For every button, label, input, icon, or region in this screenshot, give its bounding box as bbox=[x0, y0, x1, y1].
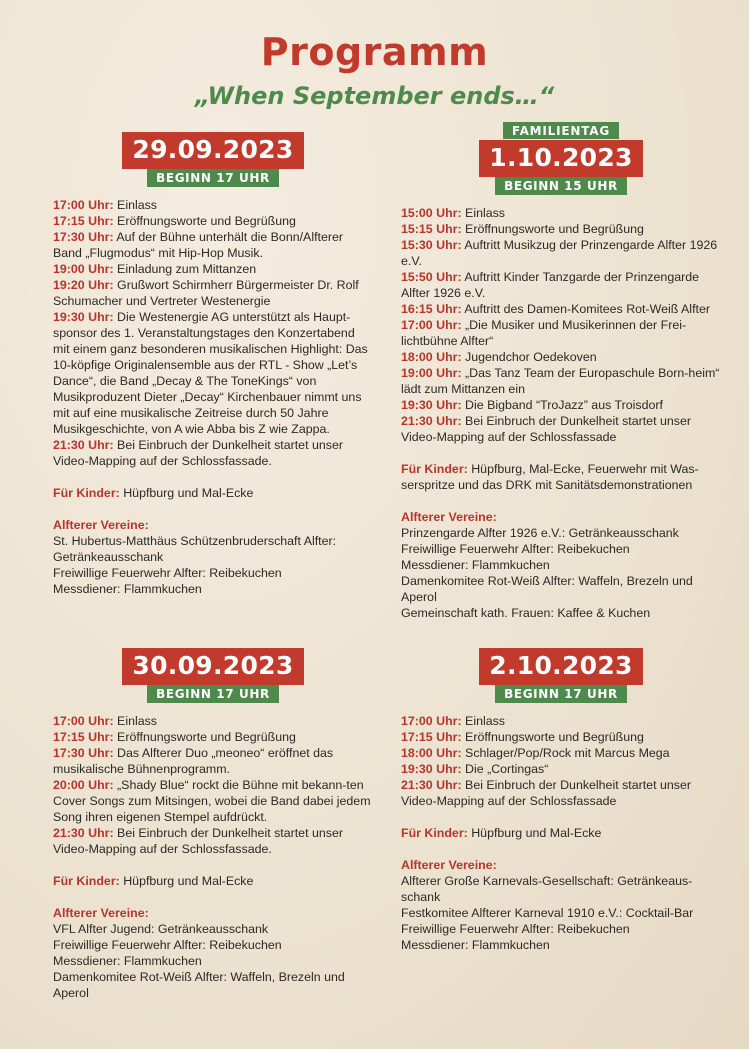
entry-text: Grußwort Schirmherr Bürgermeister Dr. Rolf Schumacher und Vertreter Westenergie bbox=[53, 278, 359, 308]
entry-text: Einlass bbox=[113, 714, 157, 728]
program-entry bbox=[401, 365, 721, 397]
begin-badge: BEGINN 17 UHR bbox=[147, 169, 279, 187]
clubs-label: Alfterer Vereine: bbox=[53, 906, 149, 920]
club-item: Festkomitee Alfterer Karneval 1910 e.V.: Cocktail-Bar bbox=[401, 906, 694, 920]
club-item: Freiwillige Feuerwehr Alfter: Reibekuchen bbox=[401, 542, 630, 556]
program-entry bbox=[401, 729, 721, 745]
entry-time: 15:15 Uhr: bbox=[401, 222, 462, 236]
entry-text: Bei Einbruch der Dunkelheit startet unser Video-Mapping auf der Schlossfassade bbox=[401, 414, 691, 444]
kids-text: Hüpfburg, Mal-Ecke, Feuerwehr mit Was-serspritze und das DRK mit Sanitätsdemonstrationen bbox=[401, 462, 699, 492]
program-entry bbox=[53, 261, 373, 277]
entry-time: 19:30 Uhr: bbox=[401, 762, 462, 776]
entry-time: 21:30 Uhr: bbox=[53, 438, 114, 452]
entry-text: Auf der Bühne unterhält die Bonn/Alfterer Band „Flugmodus“ mit Hip-Hop Musik. bbox=[53, 230, 343, 260]
entry-time: 17:00 Uhr: bbox=[53, 198, 114, 212]
entry-text: Die „Cortingas“ bbox=[461, 762, 549, 776]
club-item: Damenkomitee Rot-Weiß Alfter: Waffeln, Brezeln und Aperol bbox=[401, 574, 693, 604]
entry-time: 17:15 Uhr: bbox=[401, 730, 462, 744]
club-item: Freiwillige Feuerwehr Alfter: Reibekuchen bbox=[53, 938, 282, 952]
entry-time: 17:00 Uhr: bbox=[401, 714, 462, 728]
entry-text: Das Alfterer Duo „meoneo“ eröffnet das musikalische Bühnenprogramm. bbox=[53, 746, 334, 776]
program-entry bbox=[53, 745, 373, 777]
entry-text: Eröffnungsworte und Begrüßung bbox=[461, 222, 644, 236]
entry-text: „Shady Blue“ rockt die Bühne mit bekann-ten Cover Songs zum Mitsingen, wobei die Band dabei jedem Song ihren eigenen Stempel aufdrückt. bbox=[53, 778, 371, 824]
date-badge: 29.09.2023 bbox=[122, 132, 303, 169]
entry-text: Einlass bbox=[461, 714, 505, 728]
kids-info bbox=[401, 461, 721, 493]
entry-text: Bei Einbruch der Dunkelheit startet unser Video-Mapping auf der Schlossfassade. bbox=[53, 826, 343, 856]
entry-time: 16:15 Uhr: bbox=[401, 302, 462, 316]
clubs-label: Alfterer Vereine: bbox=[401, 510, 497, 524]
program-list bbox=[53, 197, 373, 597]
entry-text: Eröffnungsworte und Begrüßung bbox=[113, 214, 296, 228]
program-entry bbox=[53, 213, 373, 229]
entry-text: Einlass bbox=[113, 198, 157, 212]
page-subtitle: „When September ends…“ bbox=[194, 82, 555, 110]
kids-label: Für Kinder: bbox=[53, 874, 120, 888]
entry-time: 17:30 Uhr: bbox=[53, 230, 114, 244]
page-title: Programm bbox=[260, 30, 489, 74]
day-section-01-10 bbox=[401, 122, 721, 621]
program-entry bbox=[53, 825, 373, 857]
entry-text: Auftritt Kinder Tanzgarde der Prinzengarde Alfter 1926 e.V. bbox=[401, 270, 700, 300]
entry-time: 19:30 Uhr: bbox=[53, 310, 114, 324]
program-entry bbox=[53, 437, 373, 469]
kids-info bbox=[401, 825, 721, 841]
entry-time: 19:20 Uhr: bbox=[53, 278, 114, 292]
kids-info bbox=[53, 873, 373, 889]
clubs-label: Alfterer Vereine: bbox=[53, 518, 149, 532]
kids-label: Für Kinder: bbox=[53, 486, 120, 500]
entry-time: 17:00 Uhr: bbox=[53, 714, 114, 728]
day-section-29-09 bbox=[53, 132, 373, 597]
kids-info bbox=[53, 485, 373, 501]
entry-text: Eröffnungsworte und Begrüßung bbox=[113, 730, 296, 744]
kids-text: Hüpfburg und Mal-Ecke bbox=[119, 486, 254, 500]
club-item: Prinzengarde Alfter 1926 e.V.: Getränkeausschank bbox=[401, 526, 679, 540]
program-entry bbox=[53, 309, 373, 437]
program-entry bbox=[401, 413, 721, 445]
entry-text: Bei Einbruch der Dunkelheit startet unser Video-Mapping auf der Schlossfassade bbox=[401, 778, 691, 808]
entry-text: Die Bigband “TroJazz” aus Troisdorf bbox=[461, 398, 663, 412]
program-entry bbox=[401, 237, 721, 269]
club-item: Damenkomitee Rot-Weiß Alfter: Waffeln, Brezeln und Aperol bbox=[53, 970, 345, 1000]
entry-time: 19:00 Uhr: bbox=[53, 262, 114, 276]
entry-time: 17:15 Uhr: bbox=[53, 730, 114, 744]
kids-label: Für Kinder: bbox=[401, 462, 468, 476]
program-list bbox=[401, 713, 721, 953]
club-item: VFL Alfter Jugend: Getränkeausschank bbox=[53, 922, 269, 936]
entry-text: Einladung zum Mittanzen bbox=[113, 262, 257, 276]
entry-time: 20:00 Uhr: bbox=[53, 778, 114, 792]
program-entry bbox=[401, 745, 721, 761]
entry-time: 19:30 Uhr: bbox=[401, 398, 462, 412]
club-item: Messdiener: Flammkuchen bbox=[401, 558, 550, 572]
program-entry bbox=[53, 197, 373, 213]
entry-time: 17:00 Uhr: bbox=[401, 318, 462, 332]
program-entry bbox=[401, 713, 721, 729]
day-section-30-09 bbox=[53, 648, 373, 1001]
date-badge: 1.10.2023 bbox=[479, 140, 642, 177]
club-item: Freiwillige Feuerwehr Alfter: Reibekuchen bbox=[401, 922, 630, 936]
program-entry bbox=[53, 777, 373, 825]
entry-text: Bei Einbruch der Dunkelheit startet unser Video-Mapping auf der Schlossfassade. bbox=[53, 438, 343, 468]
kids-text: Hüpfburg und Mal-Ecke bbox=[119, 874, 254, 888]
entry-time: 15:50 Uhr: bbox=[401, 270, 462, 284]
kids-label: Für Kinder: bbox=[401, 826, 468, 840]
club-item: Gemeinschaft kath. Frauen: Kaffee & Kuchen bbox=[401, 606, 651, 620]
entry-time: 21:30 Uhr: bbox=[53, 826, 114, 840]
club-item: Messdiener: Flammkuchen bbox=[53, 954, 202, 968]
club-item: Messdiener: Flammkuchen bbox=[53, 582, 202, 596]
entry-text: Auftritt Musikzug der Prinzengarde Alfter 1926 e.V. bbox=[401, 238, 718, 268]
entry-time: 18:00 Uhr: bbox=[401, 350, 462, 364]
day-section-02-10 bbox=[401, 648, 721, 953]
date-badge: 30.09.2023 bbox=[122, 648, 303, 685]
program-entry bbox=[401, 205, 721, 221]
program-entry bbox=[53, 229, 373, 261]
entry-time: 15:00 Uhr: bbox=[401, 206, 462, 220]
entry-time: 19:00 Uhr: bbox=[401, 366, 462, 380]
program-entry bbox=[53, 713, 373, 729]
program-entry bbox=[401, 349, 721, 365]
date-badge: 2.10.2023 bbox=[479, 648, 642, 685]
entry-time: 17:15 Uhr: bbox=[53, 214, 114, 228]
program-list bbox=[53, 713, 373, 1001]
entry-text: Jugendchor Oedekoven bbox=[461, 350, 597, 364]
program-entry bbox=[401, 777, 721, 809]
clubs-label: Alfterer Vereine: bbox=[401, 858, 497, 872]
program-entry bbox=[401, 269, 721, 301]
club-item: Messdiener: Flammkuchen bbox=[401, 938, 550, 952]
program-entry bbox=[53, 729, 373, 745]
club-item: Alfterer Große Karnevals-Gesellschaft: Getränkeaus-schank bbox=[401, 874, 693, 904]
program-entry bbox=[53, 277, 373, 309]
program-entry bbox=[401, 317, 721, 349]
program-list bbox=[401, 205, 721, 621]
entry-text: „Die Musiker und Musikerinnen der Frei-lichtbühne Alfter“ bbox=[401, 318, 687, 348]
entry-time: 17:30 Uhr: bbox=[53, 746, 114, 760]
club-item: Freiwillige Feuerwehr Alfter: Reibekuchen bbox=[53, 566, 282, 580]
program-entry bbox=[401, 397, 721, 413]
kids-text: Hüpfburg und Mal-Ecke bbox=[467, 826, 602, 840]
program-entry bbox=[401, 301, 721, 317]
entry-time: 21:30 Uhr: bbox=[401, 778, 462, 792]
begin-badge: BEGINN 15 UHR bbox=[495, 177, 627, 195]
entry-text: Eröffnungsworte und Begrüßung bbox=[461, 730, 644, 744]
begin-badge: BEGINN 17 UHR bbox=[147, 685, 279, 703]
entry-time: 15:30 Uhr: bbox=[401, 238, 462, 252]
program-entry bbox=[401, 221, 721, 237]
entry-time: 21:30 Uhr: bbox=[401, 414, 462, 428]
entry-time: 18:00 Uhr: bbox=[401, 746, 462, 760]
entry-text: Auftritt des Damen-Komitees Rot-Weiß Alfter bbox=[461, 302, 710, 316]
family-day-badge: FAMILIENTAG bbox=[503, 122, 619, 139]
entry-text: „Das Tanz Team der Europaschule Born-heim“ lädt zum Mittanzen ein bbox=[401, 366, 720, 396]
program-entry bbox=[401, 761, 721, 777]
begin-badge: BEGINN 17 UHR bbox=[495, 685, 627, 703]
entry-text: Die Westenergie AG unterstützt als Haupt-sponsor des 1. Veranstaltungstages den Konzertabend mit einem ganz besonderen musikalischen Highlight: Das 10-köpfige Originalensemble aus der RTL - Show „Let’s Dance“, die Band „Decay & The ToneKings“ von Musikproduzent Dieter „Decay“ Kirchenbauer nimmt uns mit auf eine musikalische Zeitreise durch 50 Jahre Musikgeschichte, von A wie Abba bis Z wie Zappa. bbox=[53, 310, 368, 436]
entry-text: Schlager/Pop/Rock mit Marcus Mega bbox=[461, 746, 670, 760]
entry-text: Einlass bbox=[461, 206, 505, 220]
club-item: St. Hubertus-Matthäus Schützenbruderschaft Alfter: Getränkeausschank bbox=[53, 534, 337, 564]
